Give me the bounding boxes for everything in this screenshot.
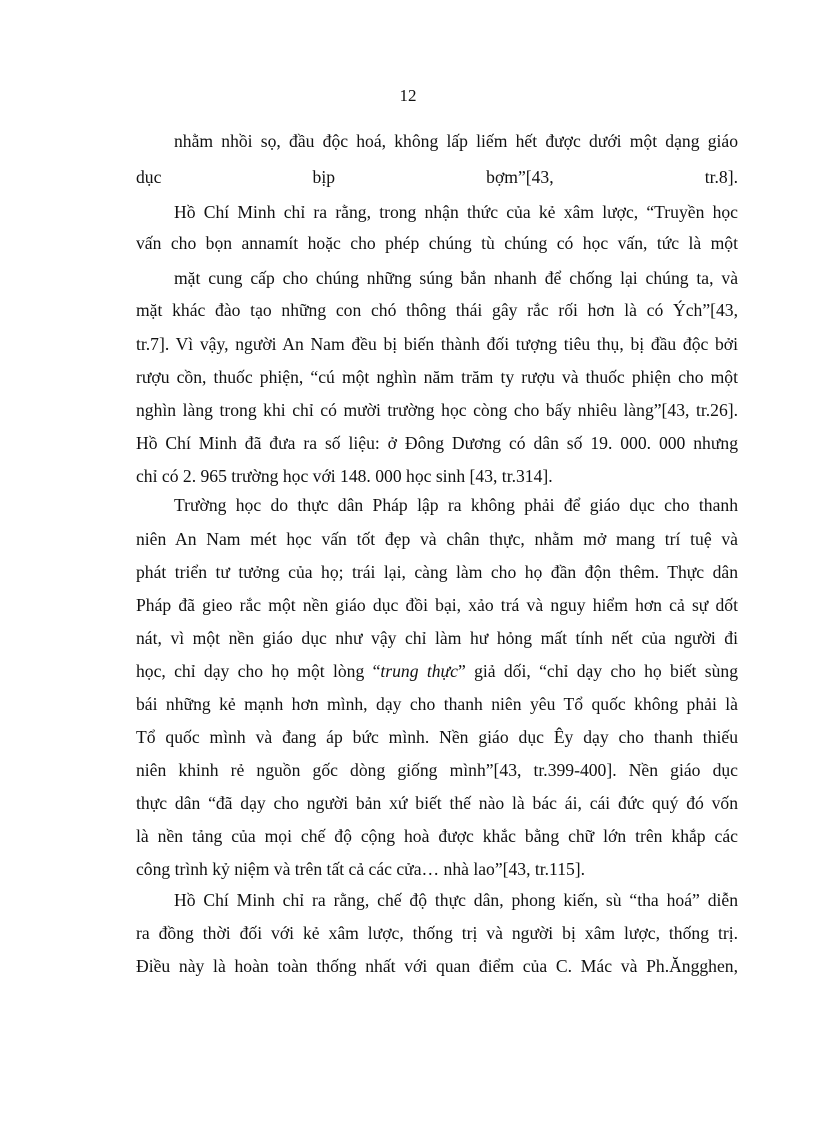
text-line: dục bịp bợm”[43, tr.8].: [136, 167, 738, 187]
text-line: thực dân “đã dạy cho người bản xứ biết thế nào là bác ái, cái đức quý đó vốn: [136, 793, 738, 813]
text-line: niên An Nam mét học vấn tốt đẹp và chân thực, nhằm mở mang trí tuệ và: [136, 529, 738, 549]
text-line: tr.7]. Vì vậy, người An Nam đều bị biến thành đối tượng tiêu thụ, bị đầu độc bởi: [136, 334, 738, 354]
text-line: là nền tảng của mọi chế độ cộng hoà được khắc bằng chữ lớn trên khắp các: [136, 826, 738, 846]
text-line: Trường học do thực dân Pháp lập ra không phải để giáo dục cho thanh: [174, 495, 738, 515]
text-line: công trình kỷ niệm và trên tất cả các cửa… nhà lao”[43, tr.115].: [136, 859, 586, 879]
text-line: Hồ Chí Minh chỉ ra rằng, chế độ thực dân, phong kiến, sù “tha hoá” diễn: [174, 890, 738, 910]
text-line: bái những kẻ mạnh hơn mình, dạy cho thanh niên yêu Tổ quốc không phải là: [136, 694, 738, 714]
text-line: Tổ quốc mình và đang áp bức mình. Nền giáo dục Êy dạy cho thanh thiếu: [136, 727, 738, 747]
text-line: mặt cung cấp cho chúng những súng bắn nhanh để chống lại chúng ta, và: [174, 268, 738, 288]
text-line: [136, 661, 738, 682]
text-line: Hồ Chí Minh chỉ ra rằng, trong nhận thức của kẻ xâm lược, “Truyền học: [174, 202, 738, 222]
text-line: niên khinh rẻ nguồn gốc dòng giống mình”[43, tr.399-400]. Nền giáo dục: [136, 760, 738, 780]
text-segment: học, chỉ dạy cho họ một lòng “: [136, 661, 381, 681]
italic-term: trung thực: [380, 661, 458, 681]
text-line: vấn cho bọn annamít hoặc cho phép chúng tù chúng có học vấn, tức là một: [136, 233, 738, 253]
text-line: ra đồng thời đối với kẻ xâm lược, thống trị và người bị xâm lược, thống trị.: [136, 923, 738, 943]
text-line: nghìn làng trong khi chỉ có mười trường học còng cho bấy nhiêu làng”[43, tr.26].: [136, 400, 738, 420]
page-number: 12: [399, 86, 417, 105]
text-segment: ” giả dối, “chỉ dạy cho họ biết sùng: [457, 661, 738, 681]
text-line: Điều này là hoàn toàn thống nhất với quan điểm của C. Mác và Ph.Ăngghen,: [136, 956, 738, 976]
text-line: mặt khác đào tạo những con chó thông thái gây rắc rối hơn là có Ých”[43,: [136, 300, 738, 320]
text-line: nát, vì một nền giáo dục như vậy chỉ làm hư hỏng mất tính nết của người đi: [136, 628, 738, 648]
text-line: chỉ có 2. 965 trường học với 148. 000 học sinh [43, tr.314].: [136, 466, 553, 486]
text-line: phát triển tư tưởng của họ; trái lại, càng làm cho họ đần độn thêm. Thực dân: [136, 562, 738, 582]
text-line: Pháp đã gieo rắc một nền giáo dục đồi bại, xảo trá và nguy hiểm hơn cả sự dốt: [136, 595, 738, 615]
text-line: rượu cồn, thuốc phiện, “cú một nghìn năm trăm ty rượu và thuốc phiện cho một: [136, 367, 738, 387]
text-line: Hồ Chí Minh đã đưa ra số liệu: ở Đông Dương có dân số 19. 000. 000 nhưng: [136, 433, 738, 453]
text-line: nhằm nhồi sọ, đầu độc hoá, không lấp liếm hết được dưới một dạng giáo: [174, 131, 738, 151]
